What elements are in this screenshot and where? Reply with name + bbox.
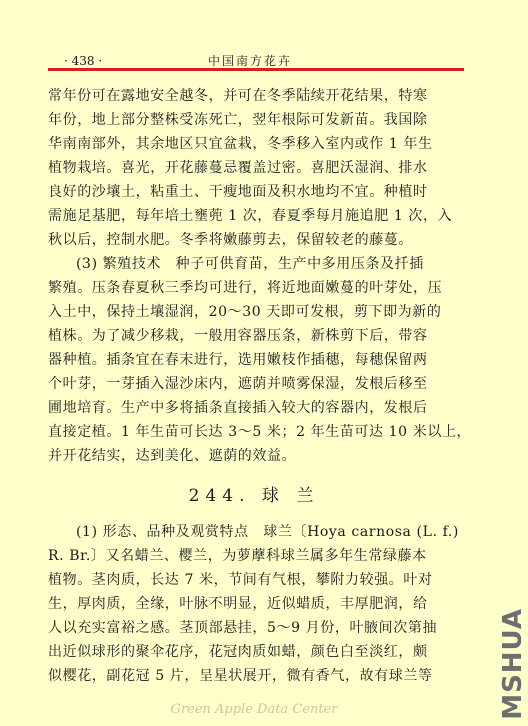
text-line: 个叶芽，一芽插入湿沙床内，遮荫并喷雾保湿，发根后移至: [48, 376, 428, 392]
section-title: 244. 球 兰: [188, 486, 320, 506]
text-line: 秋以后，控制水肥。冬季将嫩藤剪去，保留较老的藤蔓。: [48, 232, 413, 248]
text-line: 植物。茎肉质，长达 7 米，节间有气根，攀附力较强。叶对: [48, 572, 433, 588]
running-title: 中国南方花卉: [208, 54, 293, 68]
text-line: 并开花结实，达到美化、遮荫的效益。: [48, 448, 297, 464]
text-line: (1) 形态、品种及观赏特点 球兰〔Hoya carnosa (L. f.): [76, 524, 459, 540]
text-line: 生，厚肉质，全缘，叶脉不明显，近似蜡质，丰厚肥润，给: [48, 596, 428, 612]
text-line: 人以充实富裕之感。茎顶部悬挂，5～9 月份，叶腋间次第抽: [48, 620, 438, 636]
text-line: 直接定植。1 年生苗可长达 3～5 米；2 年生苗可达 10 米以上，: [48, 424, 472, 440]
text-line: 入土中，保持土壤湿润，20～30 天即可发根，剪下即为新的: [48, 304, 442, 320]
text-line: 需施足基肥，每年培土壅蔸 1 次，春夏季每月施追肥 1 次，入: [48, 208, 453, 224]
text-line: 植物栽培。喜光，开花藤蔓忌覆盖过密。喜肥沃湿润、排水: [48, 160, 428, 176]
page-number: · 438 ·: [64, 54, 103, 68]
text-line: 年份，地上部分整株受冻死亡，翌年根际可发新苗。我国除: [48, 112, 428, 128]
text-line: R. Br.〕又名蜡兰、樱兰，为萝藦科球兰属多年生常绿藤本: [48, 548, 427, 564]
header-rule: [48, 68, 464, 71]
text-line: 繁殖。压条春夏秋三季均可进行，将近地面嫩蔓的叶芽处，压: [48, 280, 443, 296]
text-line: 圃地培育。生产中多将插条直接插入较大的容器内，发根后: [48, 400, 428, 416]
text-line: 植株。为了减少移栽，一般用容器压条，新株剪下后，带容: [48, 328, 428, 344]
section-body-text: [48, 520, 464, 688]
text-line: 华南南部外，其余地区只宜盆栽，冬季移入室内或作 1 年生: [48, 136, 433, 152]
text-line: 似樱花，副花冠 5 片，呈星状展开，微有香气，故有球兰等: [48, 668, 433, 684]
text-line: 器种植。插条宜在春末进行，选用嫩枝作插穗，每穗保留两: [48, 352, 428, 368]
bottom-watermark: Green Apple Data Center: [170, 702, 338, 717]
text-line: 常年份可在露地安全越冬，并可在冬季陆续开花结果，特寒: [48, 88, 428, 104]
text-line: (3) 繁殖技术 种子可供育苗，生产中多用压条及扦插: [76, 256, 424, 272]
body-text: [48, 84, 472, 468]
text-line: 良好的沙壤土，粘重土、干瘦地面及积水地均不宜。种植时: [48, 184, 428, 200]
text-line: 出近似球形的聚伞花序，花冠肉质如蜡，颜色白至淡红，颇: [48, 644, 428, 660]
side-watermark: MSHUA: [498, 608, 528, 720]
